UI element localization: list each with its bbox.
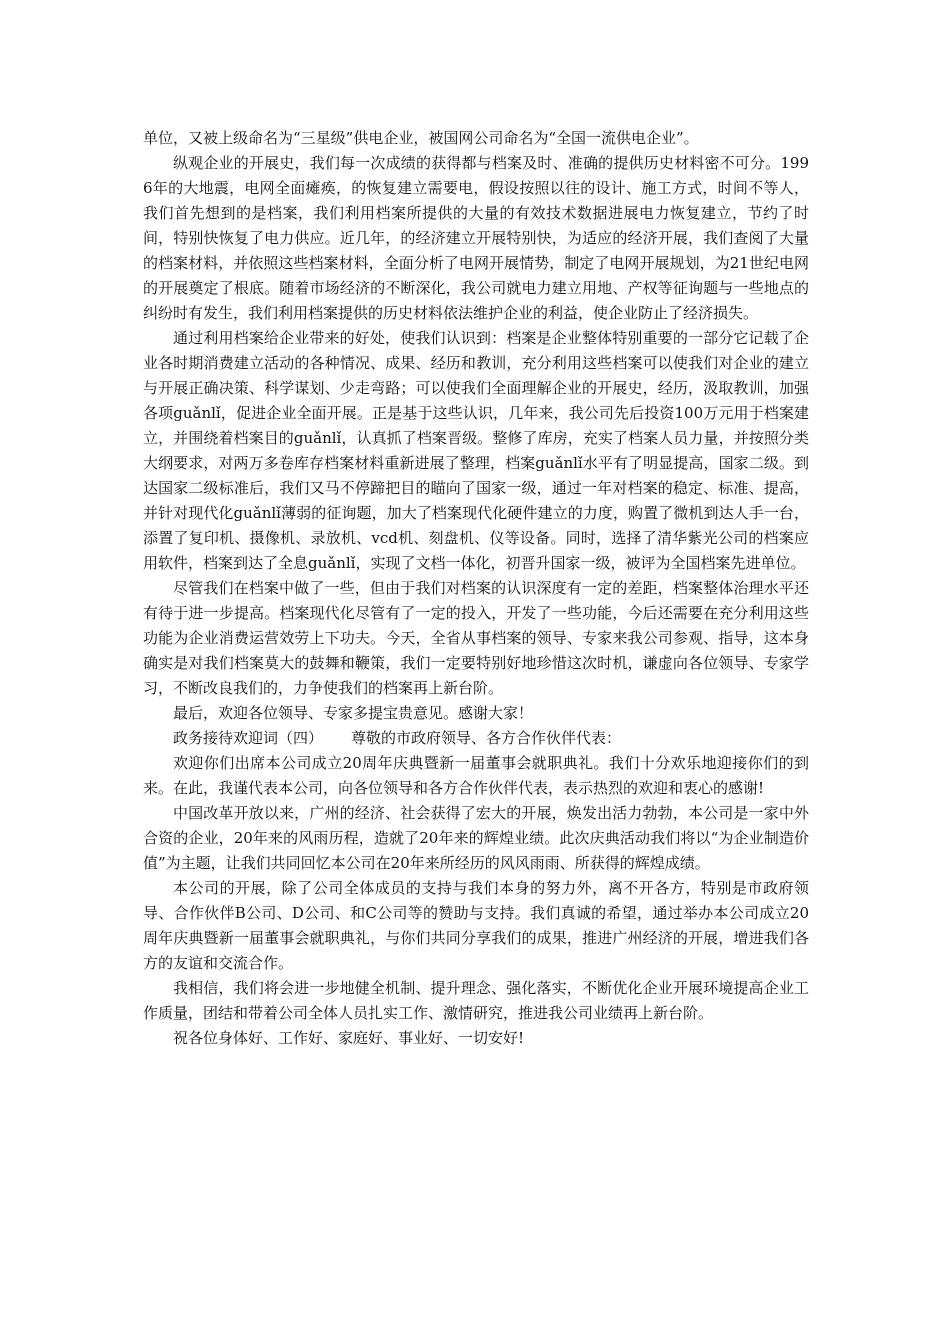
speech-title: 政务接待欢迎词（四） bbox=[173, 729, 324, 747]
speech-salutation: 尊敬的市政府领导、各方合作伙伴代表： bbox=[351, 729, 622, 747]
paragraph-archive-benefits: 通过利用档案给企业带来的好处，使我们认识到：档案是企业整体特别重要的一部分它记载了企业各时期消费建立活动的各种情况、成果、经历和教训，充分利用这些档案可以使我们对企业的建立与开展正确决策、科学谋划、少走弯路；可以使我们全面理解企业的开展史，经历，汲取教训，加强各项guǎnlǐ，促进企业全面开展。正是基于这些认识，几年来，我公司先后投资100万元用于档案建立，并围绕着档案目的guǎnlǐ，认真抓了档案晋级。整修了库房，充实了档案人员力量，并按照分类大纲要求，对两万多卷库存档案材料重新进展了整理，档案guǎnlǐ水平有了明显提高，国家二级。到达国家二级标准后，我们又马不停蹄把目的瞄向了国家一级，通过一年对档案的稳定、标准、提高，并针对现代化guǎnlǐ薄弱的征询题，加大了档案现代化硬件建立的力度，购置了微机到达人手一台，添置了复印机、摄像机、录放机、vcd机、刻盘机、仪等设备。同时，选择了清华紫光公司的档案应用软件，档案到达了全息guǎnlǐ，实现了文档一体化，初晋升国家一级，被评为全国档案先进单位。 bbox=[143, 329, 809, 572]
paragraph-wishes: 祝各位身体好、工作好、家庭好、事业好、一切安好! bbox=[173, 1029, 525, 1047]
paragraph-archive-improvement: 尽管我们在档案中做了一些，但由于我们对档案的认识深度有一定的差距，档案整体治理水平还有待于进一步提高。档案现代化尽管有了一定的投入，开发了一些功能，今后还需要在充分利用这些功能为企业消费运营效劳上下功夫。今天，全省从事档案的领导、专家来我公司参观、指导，这本身确实是对我们档案莫大的鼓舞和鞭策，我们一定要特别好地珍惜这次时机，谦虚向各位领导、专家学习，不断改良我们的，力争使我们的档案再上新台阶。 bbox=[143, 579, 809, 697]
paragraph-reform: 中国改革开放以来，广州的经济、社会获得了宏大的开展，焕发出活力勃勃，本公司是一家中外合资的企业，20年来的风雨历程，造就了20年来的辉煌业绩。此次庆典活动我们将以“为企业制造价值”为主题，让我们共同回忆本公司在20年来所经历的风风雨雨、所获得的辉煌成绩。 bbox=[143, 804, 809, 872]
paragraph-commitment: 我相信，我们将会进一步地健全机制、提升理念、强化落实，不断优化企业开展环境提高企业工作质量，团结和带着公司全体人员扎实工作、激情研究，推进我公司业绩再上新台阶。 bbox=[143, 979, 809, 1022]
paragraph-archive-history: 纵观企业的开展史，我们每一次成绩的获得都与档案及时、准确的提供历史材料密不可分。1996年的大地震，电网全面瘫痪，的恢复建立需要电，假设按照以往的设计、施工方式，时间不等人，我们首先想到的是档案，我们利用档案所提供的大量的有效技术数据进展电力恢复建立，节约了时间，特别快恢复了电力供应。近几年，的经济建立开展特别快，为适应的经济开展，我们查阅了大量的档案材料，并依照这些档案材料，全面分析了电网开展情势，制定了电网开展规划，为21世纪电网的开展奠定了根底。随着市场经济的不断深化，我公司就电力建立用地、产权等征询题与一些地点的纠纷时有发生，我们利用档案提供的历史材料依法维护企业的利益，使企业防止了经济损失。 bbox=[143, 154, 809, 322]
paragraph-support: 本公司的开展，除了公司全体成员的支持与我们本身的努力外，离不开各方，特别是市政府领导、合作伙伴B公司、D公司、和C公司等的赞助与支持。我们真诚的希望，通过举办本公司成立20周年庆典暨新一届董事会就职典礼，与你们共同分享我们的成果，推进广州经济的开展，增进我们各方的友谊和交流合作。 bbox=[143, 879, 809, 972]
speech-heading-line bbox=[143, 726, 809, 751]
paragraph-continued: 单位，又被上级命名为“三星级”供电企业，被国网公司命名为“全国一流供电企业”。 bbox=[143, 129, 699, 147]
paragraph-welcome: 欢迎你们出席本公司成立20周年庆典暨新一届董事会就职典礼。我们十分欢乐地迎接你们的到来。在此，我谨代表本公司，向各位领导和各方合作伙伴代表，表示热烈的欢迎和衷心的感谢! bbox=[143, 754, 809, 797]
document-page bbox=[143, 126, 809, 1051]
paragraph-closing-thanks: 最后，欢迎各位领导、专家多提宝贵意见。感谢大家！ bbox=[173, 704, 534, 722]
